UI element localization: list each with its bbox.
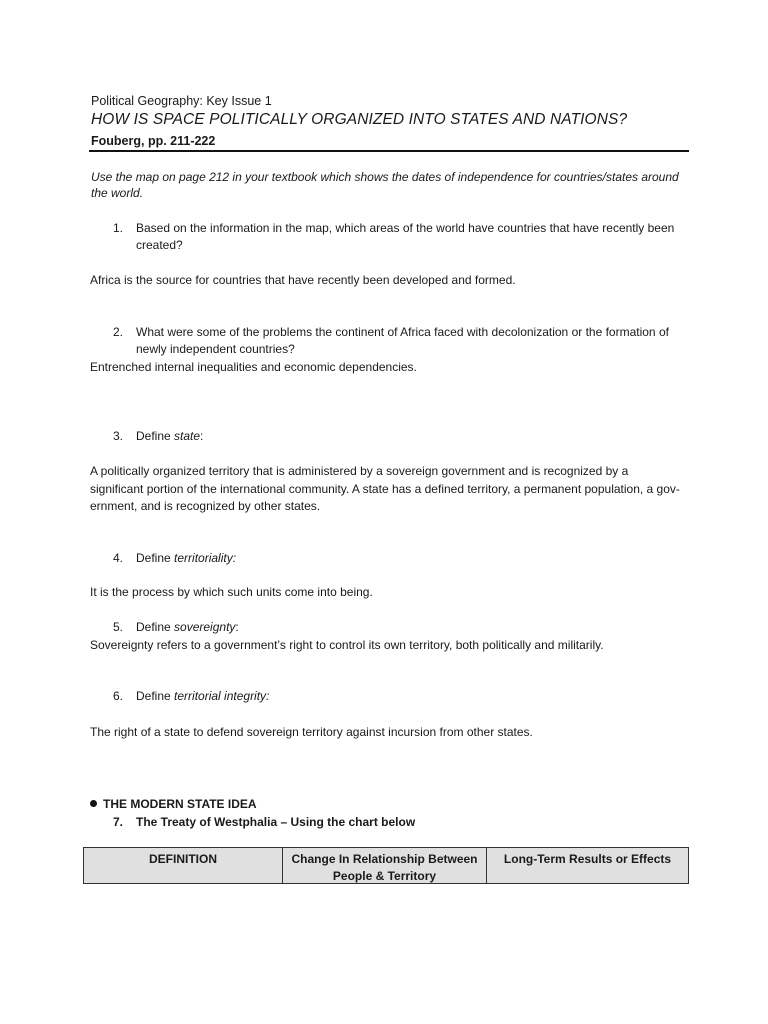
question-1-text: Based on the information in the map, which areas of the world have countries that have recently been created? bbox=[136, 221, 675, 252]
question-5-suffix: : bbox=[235, 620, 239, 634]
question-3-number: 3. bbox=[113, 429, 124, 443]
answer-2: Entrenched internal inequalities and economic dependencies. bbox=[90, 360, 417, 374]
question-2-number: 2. bbox=[113, 325, 124, 339]
question-5-prefix: Define bbox=[136, 620, 175, 634]
page-title: HOW IS SPACE POLITICALLY ORGANIZED INTO STATES AND NATIONS? bbox=[91, 111, 628, 128]
question-6-number: 6. bbox=[113, 689, 124, 703]
table-header-definition: DEFINITION bbox=[149, 852, 217, 866]
question-5-number: 5. bbox=[113, 620, 124, 634]
question-4-prefix: Define bbox=[136, 551, 175, 565]
question-2-text: What were some of the problems the continent of Africa faced with decolonization or the formation of newly independent countries? bbox=[136, 325, 669, 356]
question-3-suffix: : bbox=[200, 429, 204, 443]
table-header-change: Change In Relationship Between People & Territory bbox=[282, 848, 486, 883]
section-heading-text: THE MODERN STATE IDEA bbox=[103, 797, 257, 811]
answer-3: A politically organized territory that is administered by a sovereign government and is recognized by a significant portion of the international community. A state has a defined territory, a permanent population, a gov- ernment, and is recognized by other states. bbox=[90, 464, 680, 513]
question-4-text bbox=[136, 550, 681, 567]
course-heading: Political Geography: Key Issue 1 bbox=[91, 94, 272, 108]
question-5-term: sovereignty bbox=[174, 620, 236, 634]
question-4-number: 4. bbox=[113, 551, 124, 565]
question-7-number: 7. bbox=[113, 815, 124, 829]
question-7-text: The Treaty of Westphalia – Using the chart below bbox=[136, 815, 416, 829]
question-3-term: state bbox=[174, 429, 201, 443]
section-heading bbox=[90, 797, 257, 811]
question-6-prefix: Define bbox=[136, 689, 175, 703]
answer-4: It is the process by which such units come into being. bbox=[90, 585, 373, 599]
question-5-text bbox=[136, 619, 681, 636]
westphalia-table bbox=[83, 847, 689, 884]
instructions: Use the map on page 212 in your textbook which shows the dates of independence for countries/states around the world. bbox=[91, 170, 679, 200]
textbook-reference: Fouberg, pp. 211-222 bbox=[91, 134, 216, 148]
answer-1: Africa is the source for countries that have recently been developed and formed. bbox=[90, 273, 516, 287]
answer-6: The right of a state to defend sovereign territory against incursion from other states. bbox=[90, 725, 533, 739]
table-header-results: Long-Term Results or Effects bbox=[486, 848, 688, 883]
question-6-term: territorial integrity: bbox=[174, 689, 270, 703]
question-3-prefix: Define bbox=[136, 429, 175, 443]
answer-5: Sovereignty refers to a government’s right to control its own territory, both politically and militarily. bbox=[90, 638, 604, 652]
bullet-icon bbox=[90, 800, 97, 807]
question-1-number: 1. bbox=[113, 221, 124, 235]
question-6-text bbox=[136, 688, 681, 705]
header-divider bbox=[89, 150, 689, 152]
question-3-text bbox=[136, 428, 681, 445]
question-4-term: territoriality: bbox=[174, 551, 237, 565]
